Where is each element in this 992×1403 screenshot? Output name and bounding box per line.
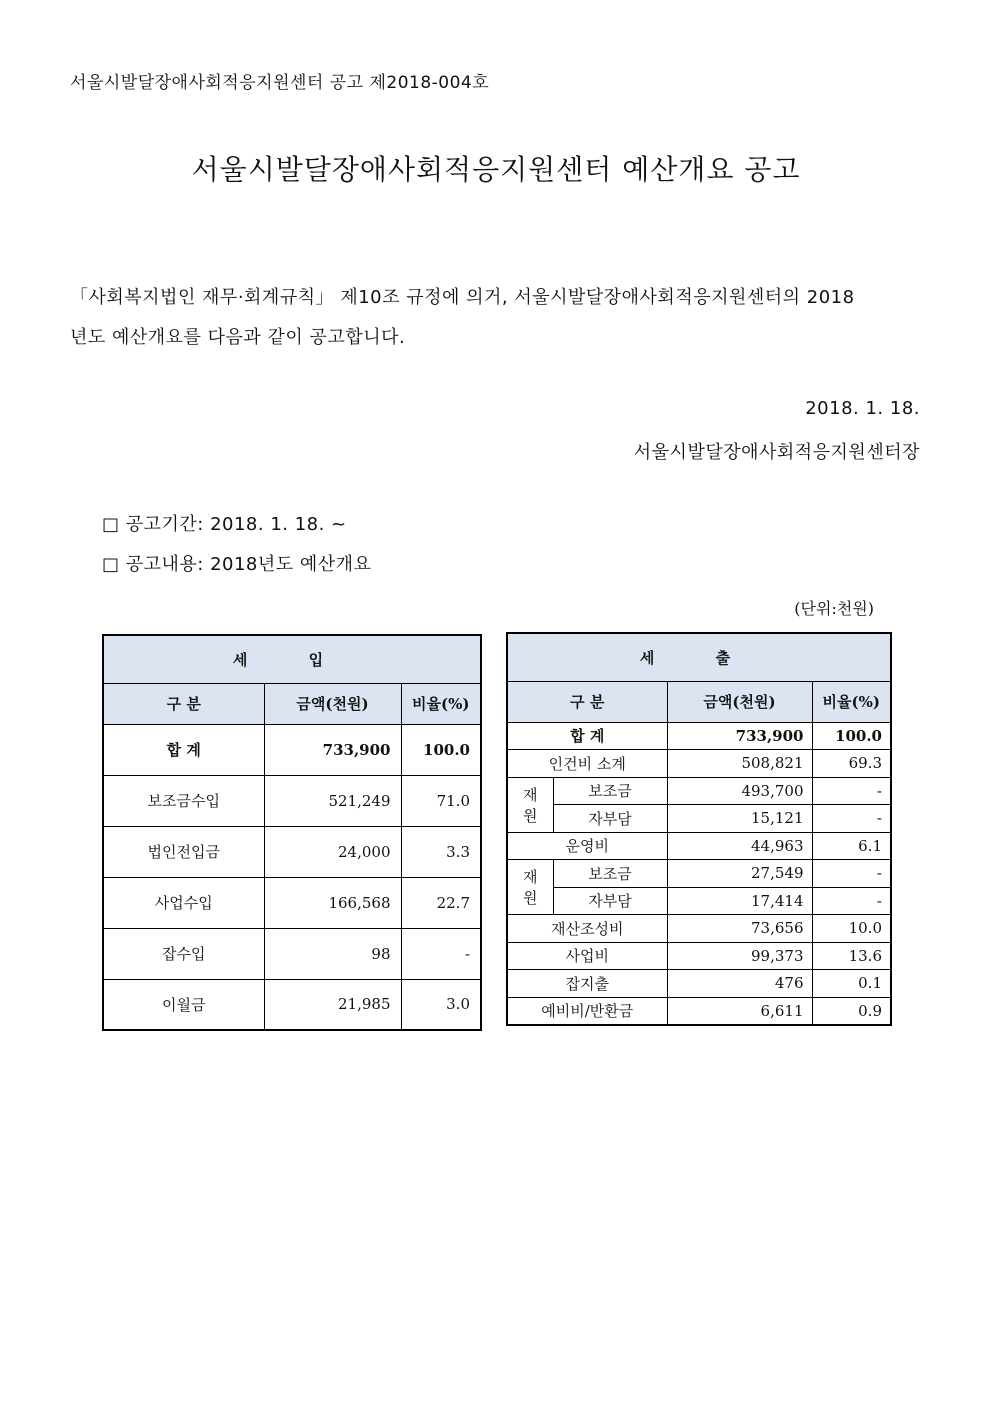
- expense-misc-ratio: 0.1: [812, 970, 891, 998]
- expense-project-label: 사업비: [507, 942, 667, 970]
- expense-personnel-source-label: 재원: [507, 777, 553, 832]
- income-row: [103, 877, 481, 928]
- expense-reserve-ratio: 0.9: [812, 997, 891, 1025]
- expense-operating-subsidy-ratio: -: [812, 860, 891, 888]
- expense-operating-source-label: 재원: [507, 860, 553, 915]
- income-row-ratio: -: [401, 928, 481, 979]
- income-row-amount: 21,985: [264, 979, 401, 1030]
- announcement-date: 2018. 1. 18.: [805, 398, 920, 419]
- expense-row-operating-own: [507, 887, 891, 915]
- expense-operating-own-amount: 17,414: [667, 887, 812, 915]
- income-row-label: 합 계: [103, 724, 264, 775]
- expense-personnel-subsidy-amount: 493,700: [667, 777, 812, 805]
- unit-label: (단위:천원): [794, 599, 874, 618]
- income-table: [102, 634, 482, 1031]
- income-col-ratio: 비율(%): [401, 683, 481, 724]
- expense-total-amount: 733,900: [667, 722, 812, 750]
- expense-operating-subsidy-label: 보조금: [553, 860, 667, 888]
- expense-personnel-subsidy-ratio: -: [812, 777, 891, 805]
- expense-personnel-amount: 508,821: [667, 750, 812, 778]
- expense-project-ratio: 13.6: [812, 942, 891, 970]
- income-row-ratio: 71.0: [401, 775, 481, 826]
- expense-operating-label: 운영비: [507, 832, 667, 860]
- expense-property-amount: 73,656: [667, 915, 812, 943]
- income-col-amount: 금액(천원): [264, 683, 401, 724]
- expense-row-reserve: [507, 997, 891, 1025]
- expense-project-amount: 99,373: [667, 942, 812, 970]
- income-row-amount: 166,568: [264, 877, 401, 928]
- expense-title: 세 출: [507, 633, 891, 681]
- notice-period: □ 공고기간: 2018. 1. 18. ~: [102, 514, 347, 535]
- expense-row-personnel: [507, 750, 891, 778]
- income-row-amount: 24,000: [264, 826, 401, 877]
- expense-property-ratio: 10.0: [812, 915, 891, 943]
- income-row: [103, 826, 481, 877]
- income-title: 세 입: [103, 635, 481, 683]
- income-row: [103, 928, 481, 979]
- expense-reserve-label: 예비비/반환금: [507, 997, 667, 1025]
- income-row-label: 보조금수입: [103, 775, 264, 826]
- expense-row-project: [507, 942, 891, 970]
- income-row-ratio: 22.7: [401, 877, 481, 928]
- expense-operating-subsidy-amount: 27,549: [667, 860, 812, 888]
- income-row-amount: 733,900: [264, 724, 401, 775]
- expense-property-label: 재산조성비: [507, 915, 667, 943]
- expense-row-operating-subsidy: [507, 860, 891, 888]
- income-row-amount: 521,249: [264, 775, 401, 826]
- expense-total-label: 합 계: [507, 722, 667, 750]
- notice-number: 서울시발달장애사회적응지원센터 공고 제2018-004호: [70, 73, 490, 93]
- expense-operating-amount: 44,963: [667, 832, 812, 860]
- expense-personnel-ratio: 69.3: [812, 750, 891, 778]
- signer-name: 서울시발달장애사회적응지원센터장: [633, 442, 920, 463]
- income-row-total: [103, 724, 481, 775]
- expense-personnel-own-ratio: -: [812, 805, 891, 833]
- expense-operating-own-ratio: -: [812, 887, 891, 915]
- income-row-label: 잡수입: [103, 928, 264, 979]
- expense-row-operating: [507, 832, 891, 860]
- expense-personnel-label: 인건비 소계: [507, 750, 667, 778]
- income-row: [103, 775, 481, 826]
- expense-total-ratio: 100.0: [812, 722, 891, 750]
- income-row: [103, 979, 481, 1030]
- expense-table: [506, 632, 892, 1026]
- body-line-2: 년도 예산개요를 다음과 같이 공고합니다.: [70, 327, 406, 348]
- expense-reserve-amount: 6,611: [667, 997, 812, 1025]
- expense-col-ratio: 비율(%): [812, 681, 891, 722]
- income-row-label: 법인전입금: [103, 826, 264, 877]
- expense-col-category: 구 분: [507, 681, 667, 722]
- document-title: 서울시발달장애사회적응지원센터 예산개요 공고: [191, 153, 801, 186]
- expense-row-personnel-own: [507, 805, 891, 833]
- expense-operating-ratio: 6.1: [812, 832, 891, 860]
- expense-personnel-own-amount: 15,121: [667, 805, 812, 833]
- income-row-label: 이월금: [103, 979, 264, 1030]
- expense-row-total: [507, 722, 891, 750]
- expense-row-property: [507, 915, 891, 943]
- expense-personnel-subsidy-label: 보조금: [553, 777, 667, 805]
- expense-operating-own-label: 자부담: [553, 887, 667, 915]
- expense-col-amount: 금액(천원): [667, 681, 812, 722]
- expense-misc-amount: 476: [667, 970, 812, 998]
- notice-content: □ 공고내용: 2018년도 예산개요: [102, 554, 372, 575]
- income-row-amount: 98: [264, 928, 401, 979]
- income-col-category: 구 분: [103, 683, 264, 724]
- expense-row-misc: [507, 970, 891, 998]
- income-row-ratio: 100.0: [401, 724, 481, 775]
- income-row-label: 사업수입: [103, 877, 264, 928]
- body-line-1: 「사회복지법인 재무·회계규칙」 제10조 규정에 의거, 서울시발달장애사회적응지원센터의 2018: [70, 287, 855, 308]
- income-row-ratio: 3.0: [401, 979, 481, 1030]
- income-row-ratio: 3.3: [401, 826, 481, 877]
- expense-misc-label: 잡지출: [507, 970, 667, 998]
- expense-row-personnel-subsidy: [507, 777, 891, 805]
- expense-personnel-own-label: 자부담: [553, 805, 667, 833]
- announcement-body: [70, 278, 920, 358]
